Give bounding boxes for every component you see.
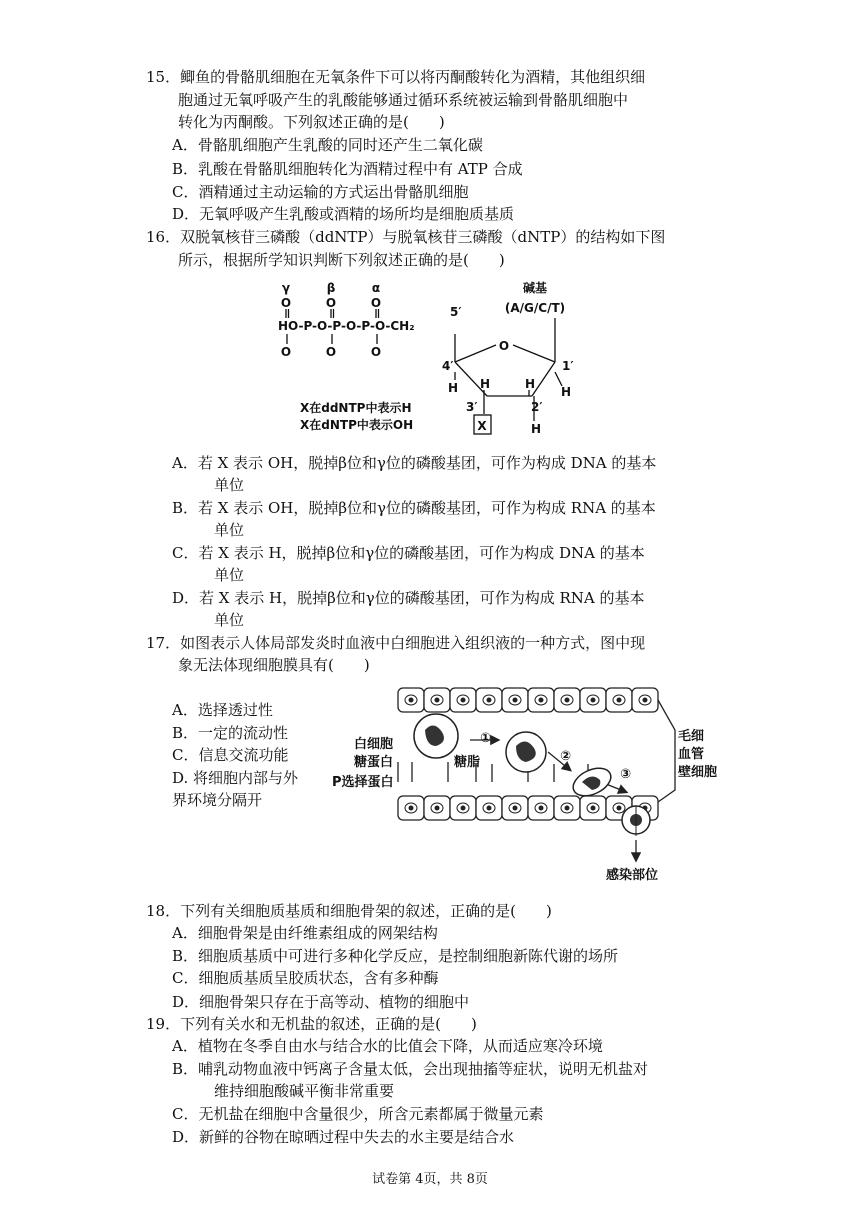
q17-option-d-line1: D. 将细胞内部与外 bbox=[172, 769, 299, 787]
q17-option-c: C．信息交流功能 bbox=[172, 746, 289, 764]
label-wall-1: 毛细 bbox=[678, 729, 705, 744]
beta-label: β bbox=[326, 281, 336, 295]
q15-option-c: C．酒精通过主动运输的方式运出骨骼肌细胞 bbox=[172, 183, 469, 201]
top-nucleolus bbox=[435, 698, 440, 703]
bottom-nucleolus bbox=[435, 806, 440, 811]
q16-stem-line1: 16．双脱氧核苷三磷酸（ddNTP）与脱氧核苷三磷酸（dNTP）的结构如下图 bbox=[146, 228, 666, 246]
phosphate-chain: HO-P-O-P-O-P-O-CH₂ bbox=[278, 319, 415, 333]
alpha-label: α bbox=[371, 281, 381, 295]
q16-option-a-line2: 单位 bbox=[214, 476, 245, 494]
bottom-nucleolus bbox=[565, 806, 570, 811]
top-nucleolus bbox=[513, 698, 518, 703]
q16-option-b-line1: B．若 X 表示 OH，脱掉β位和γ位的磷酸基团，可作为构成 RNA 的基本 bbox=[172, 499, 656, 517]
bottom-nucleolus bbox=[539, 806, 544, 811]
ring-oxygen: O bbox=[498, 339, 510, 353]
top-nucleolus bbox=[461, 698, 466, 703]
bottom-nucleolus bbox=[409, 806, 414, 811]
q17-stem-line1: 17．如图表示人体局部发炎时血液中白细胞进入组织液的一种方式，图中现 bbox=[146, 634, 646, 652]
q17-stem-line2: 象无法体现细胞膜具有( ) bbox=[178, 656, 370, 674]
nucleotide-structure-figure bbox=[270, 278, 610, 444]
page-footer: 试卷第 4页，共 8页 bbox=[372, 1172, 488, 1187]
q18-option-b: B．细胞质基质中可进行多种化学反应，是控制细胞新陈代谢的场所 bbox=[172, 947, 619, 965]
q17-option-b: B．一定的流动性 bbox=[172, 724, 289, 742]
q16-option-c-line2: 单位 bbox=[214, 566, 245, 584]
gamma-label: γ bbox=[281, 281, 291, 295]
c3-h-top: H bbox=[480, 377, 491, 391]
c2-h-bottom: H bbox=[531, 422, 542, 436]
alpha-o-top: O bbox=[370, 296, 382, 310]
c2-label: 2′ bbox=[531, 400, 543, 414]
q15-stem-line2: 胞通过无氧呼吸产生的乳酸能够通过循环系统被运输到骨骼肌细胞中 bbox=[178, 91, 629, 109]
top-nucleolus bbox=[487, 698, 492, 703]
q19-option-a: A．植物在冬季自由水与结合水的比值会下降，从而适应寒冷环境 bbox=[172, 1037, 603, 1055]
q18-option-a: A．细胞骨架是由纤维素组成的网架结构 bbox=[172, 924, 438, 942]
step-2: ② bbox=[560, 749, 572, 764]
q16-option-d-line2: 单位 bbox=[214, 611, 245, 629]
q15-stem-line1: 15．鲫鱼的骨骼肌细胞在无氧条件下可以将丙酮酸转化为酒精，其他组织细 bbox=[146, 68, 646, 86]
q19-stem: 19．下列有关水和无机盐的叙述，正确的是( ) bbox=[146, 1015, 477, 1033]
q18-option-d: D．细胞骨架只存在于高等动、植物的细胞中 bbox=[172, 993, 470, 1011]
leukocyte-migration-figure bbox=[330, 680, 725, 885]
note-dntp: X在dNTP中表示OH bbox=[300, 418, 414, 432]
note-ddntp: X在ddNTP中表示H bbox=[300, 401, 412, 415]
base-subtitle: (A/G/C/T) bbox=[504, 301, 566, 315]
q15-option-a: A．骨骼肌细胞产生乳酸的同时还产生二氧化碳 bbox=[172, 136, 483, 154]
beta-o-bottom: O bbox=[325, 345, 337, 359]
q16-option-c-line1: C．若 X 表示 H，脱掉β位和γ位的磷酸基团，可作为构成 DNA 的基本 bbox=[172, 544, 645, 562]
c5-label: 5′ bbox=[450, 305, 462, 319]
q17-option-d-line2: 界环境分隔开 bbox=[172, 791, 263, 809]
q15-option-b: B．乳酸在骨骼肌细胞转化为酒精过程中有 ATP 合成 bbox=[172, 160, 523, 178]
bottom-nucleolus bbox=[617, 806, 622, 811]
q16-option-d-line1: D．若 X 表示 H，脱掉β位和γ位的磷酸基团，可作为构成 RNA 的基本 bbox=[172, 589, 645, 607]
label-infection-site: 感染部位 bbox=[606, 868, 659, 883]
top-nucleolus bbox=[617, 698, 622, 703]
label-glycoprotein: 糖蛋白 bbox=[354, 755, 394, 770]
q19-option-d: D．新鲜的谷物在晾晒过程中失去的水主要是结合水 bbox=[172, 1128, 515, 1146]
top-nucleolus bbox=[539, 698, 544, 703]
q18-stem: 18．下列有关细胞质基质和细胞骨架的叙述，正确的是( ) bbox=[146, 902, 552, 920]
label-glycolipid: 糖脂 bbox=[454, 755, 481, 770]
bottom-nucleolus bbox=[487, 806, 492, 811]
c1-h: H bbox=[561, 385, 572, 399]
label-wbc: 白细胞 bbox=[354, 737, 394, 752]
q16-option-b-line2: 单位 bbox=[214, 521, 245, 539]
q19-option-b-line1: B．哺乳动物血液中钙离子含量太低，会出现抽搐等症状，说明无机盐对 bbox=[172, 1060, 649, 1078]
q15-stem-line3: 转化为丙酮酸。下列叙述正确的是( ) bbox=[178, 113, 445, 131]
top-nucleolus bbox=[591, 698, 596, 703]
x-group: X bbox=[477, 419, 487, 433]
c4-h: H bbox=[448, 381, 459, 395]
top-nucleolus bbox=[409, 698, 414, 703]
top-nucleolus bbox=[643, 698, 648, 703]
c2-h-top: H bbox=[525, 377, 536, 391]
bottom-nucleolus bbox=[513, 806, 518, 811]
bottom-nucleolus bbox=[461, 806, 466, 811]
gamma-o-top: O bbox=[280, 296, 292, 310]
step-1: ① bbox=[480, 731, 492, 746]
q18-option-c: C．细胞质基质呈胶质状态，含有多种酶 bbox=[172, 969, 439, 987]
q15-option-d: D．无氧呼吸产生乳酸或酒精的场所均是细胞质基质 bbox=[172, 205, 515, 223]
q17-option-a: A．选择透过性 bbox=[172, 701, 273, 719]
label-p-selectin: P选择蛋白 bbox=[332, 775, 394, 790]
label-wall-2: 血管 bbox=[678, 747, 705, 762]
c3-label: 3′ bbox=[466, 400, 478, 414]
base-title: 碱基 bbox=[522, 281, 548, 295]
alpha-o-bottom: O bbox=[370, 345, 382, 359]
q16-stem-line2: 所示，根据所学知识判断下列叙述正确的是( ) bbox=[178, 251, 505, 269]
q19-option-c: C．无机盐在细胞中含量很少，所含元素都属于微量元素 bbox=[172, 1105, 544, 1123]
gamma-o-bottom: O bbox=[280, 345, 292, 359]
q19-option-b-line2: 维持细胞酸碱平衡非常重要 bbox=[214, 1082, 395, 1100]
q16-option-a-line1: A．若 X 表示 OH，脱掉β位和γ位的磷酸基团，可作为构成 DNA 的基本 bbox=[172, 454, 657, 472]
beta-o-top: O bbox=[325, 296, 337, 310]
c1-label: 1′ bbox=[562, 359, 574, 373]
label-wall-3: 壁细胞 bbox=[678, 765, 718, 780]
top-nucleolus bbox=[565, 698, 570, 703]
step-3: ③ bbox=[620, 767, 632, 782]
c4-label: 4′ bbox=[442, 359, 454, 373]
bottom-nucleolus bbox=[591, 806, 596, 811]
